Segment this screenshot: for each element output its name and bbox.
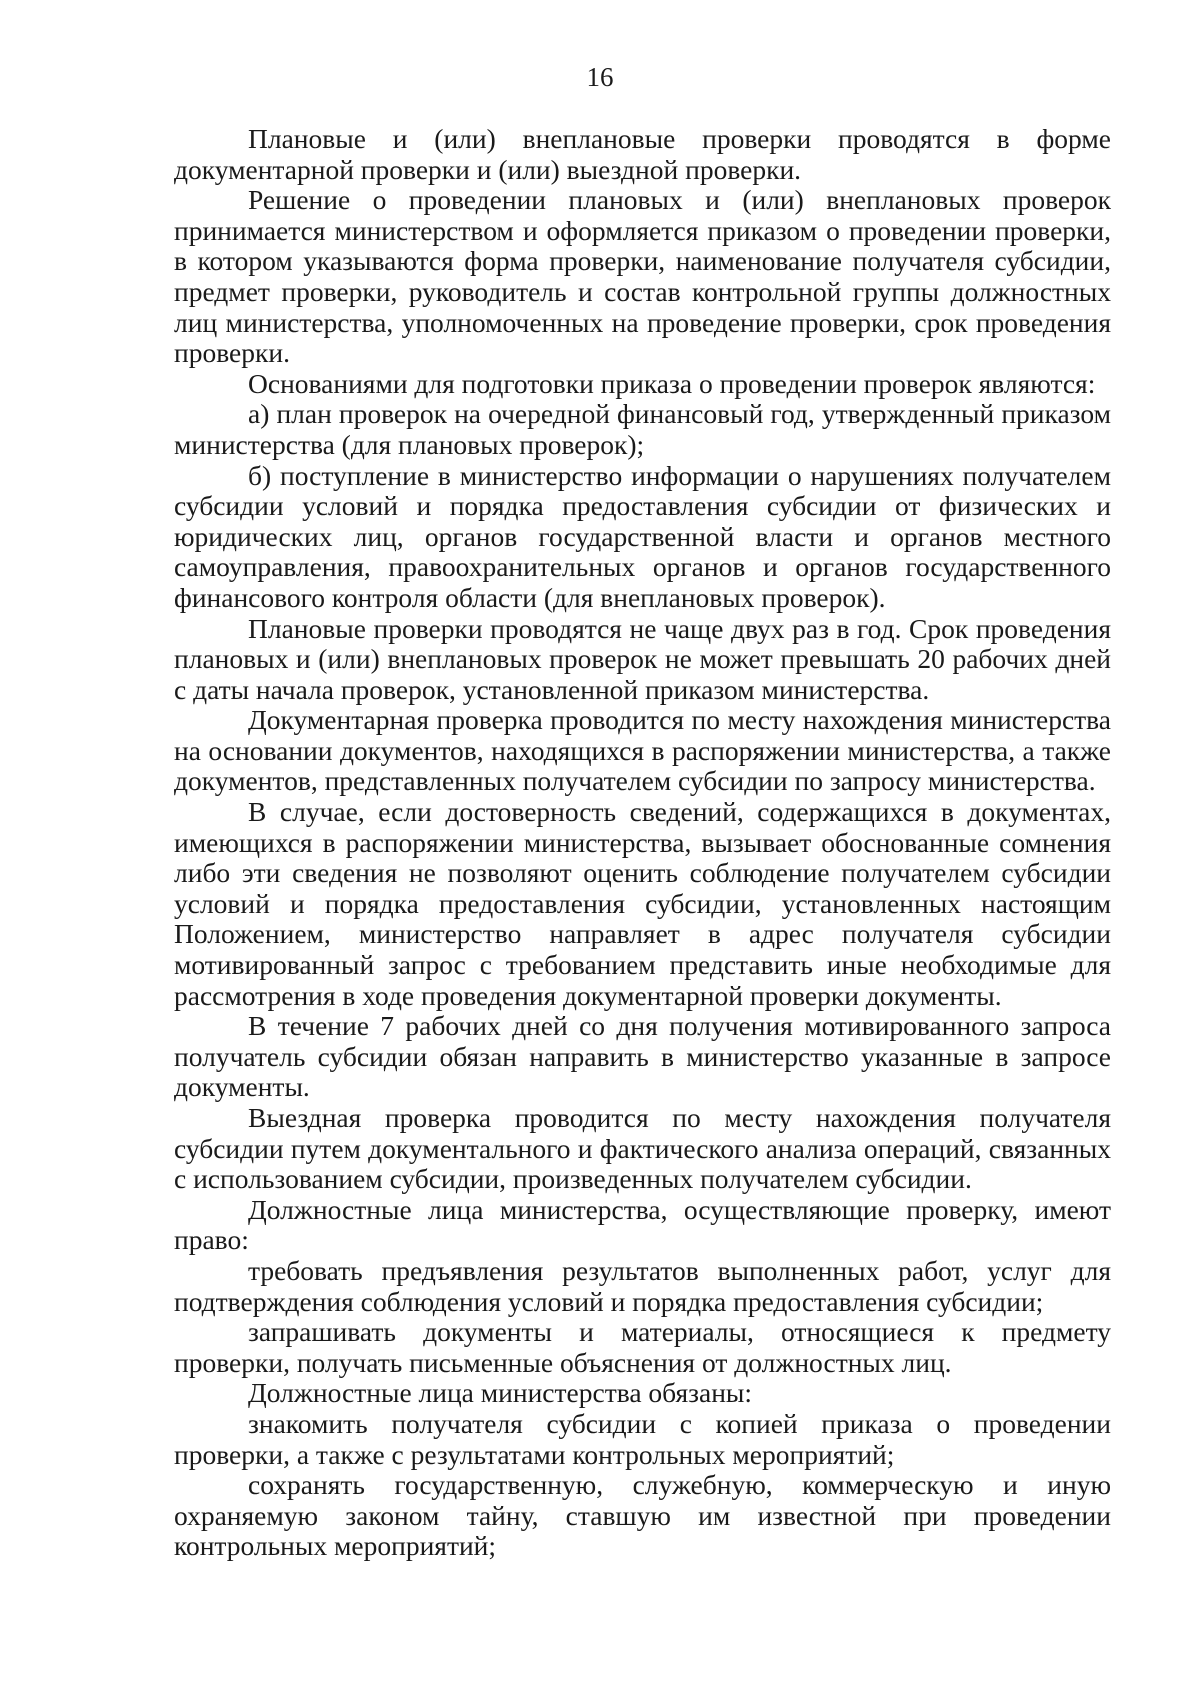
paragraph: Основаниями для подготовки приказа о проведении проверок являются: — [248, 367, 1096, 399]
paragraph: Плановые и (или) внеплановые проверки проводятся в форме документарной проверки и (или) выездной проверки. — [174, 123, 1111, 185]
paragraph: а) план проверок на очередной финансовый год, утвержденный приказом министерства (для плановых проверок); — [174, 398, 1111, 460]
page-number: 16 — [586, 62, 614, 92]
paragraph: Выездная проверка проводится по месту нахождения получателя субсидии путем документального и фактического анализа операций, связанных с использованием субсидии, произведенных получателем субсидии. — [174, 1102, 1111, 1195]
paragraph: б) поступление в министерство информации о нарушениях получателем субсидии условий и порядка предоставления субсидии от физических и юридических лиц, органов государственной власти и органов местного самоуправления, правоохранительных органов и органов государственного финансового контроля области (для внеплановых проверок). — [174, 459, 1111, 613]
paragraph: Решение о проведении плановых и (или) внеплановых проверок принимается министерством и оформляется приказом о проведении проверки, в котором указываются форма проверки, наименование получателя субсидии, предмет проверки, руководитель и состав контрольной группы должностных лиц министерства, уполномоченных на проведение проверки, срок проведения проверки. — [174, 184, 1111, 369]
paragraph: требовать предъявления результатов выполненных работ, услуг для подтверждения соблюдения условий и порядка предоставления субсидии; — [174, 1254, 1111, 1317]
paragraph: В случае, если достоверность сведений, содержащихся в документах, имеющихся в распоряжении министерства, вызывает обоснованные сомнения либо эти сведения не позволяют оценить соблюдение получателем субсидии условий и порядка предоставления субсидии, установленных настоящим Положением, министерство направляет в адрес получателя субсидии мотивированный запрос с требованием представить иные необходимые для рассмотрения в ходе проведения документарной проверки документы. — [174, 796, 1111, 1011]
paragraph: Должностные лица министерства, осуществляющие проверку, имеют право: — [174, 1193, 1111, 1256]
paragraph: запрашивать документы и материалы, относящиеся к предмету проверки, получать письменные объяснения от должностных лиц. — [174, 1316, 1111, 1378]
document-body — [174, 124, 1111, 1562]
paragraph: Документарная проверка проводится по месту нахождения министерства на основании документов, находящихся в распоряжении министерства, а также документов, представленных получателем субсидии по запросу министерства. — [174, 704, 1111, 797]
paragraph: сохранять государственную, служебную, коммерческую и иную охраняемую законом тайну, ставшую им известной при проведении контрольных мероприятий; — [174, 1469, 1111, 1562]
paragraph: В течение 7 рабочих дней со дня получения мотивированного запроса получатель субсидии обязан направить в министерство указанные в запросе документы. — [174, 1010, 1111, 1103]
paragraph: Плановые проверки проводятся не чаще двух раз в год. Срок проведения плановых и (или) внеплановых проверок не может превышать 20 рабочих дней с даты начала проверок, установленной приказом министерства. — [174, 612, 1111, 705]
paragraph: Должностные лица министерства обязаны: — [248, 1377, 753, 1409]
paragraph: знакомить получателя субсидии с копией приказа о проведении проверки, а также с результатами контрольных мероприятий; — [174, 1407, 1111, 1470]
